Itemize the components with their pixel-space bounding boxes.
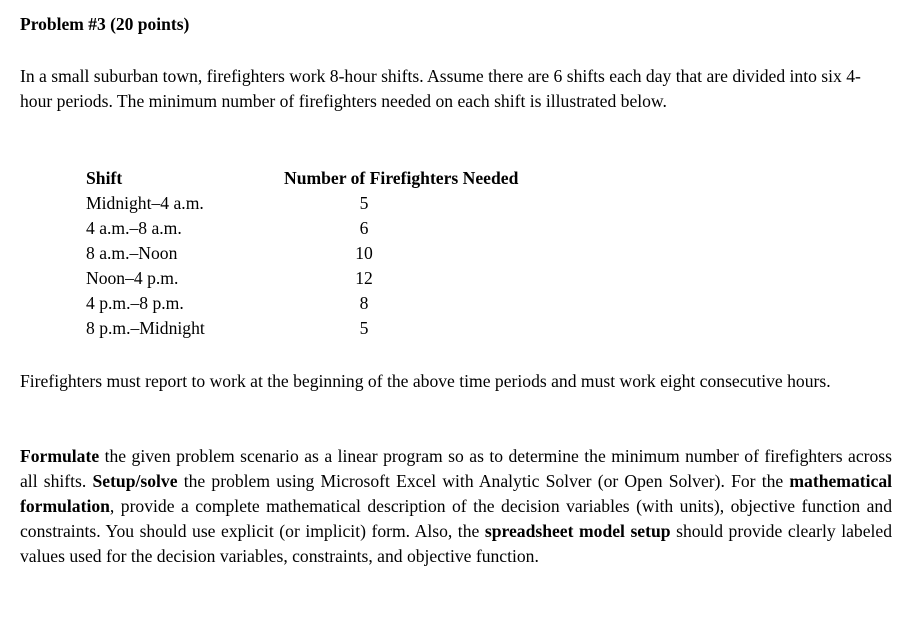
formulate-keyword: Formulate	[20, 446, 100, 466]
needed-cell: 10	[355, 243, 373, 263]
problem-title: Problem #3 (20 points)	[20, 14, 190, 34]
formulate-text-4: should provide clearly labeled values used for the decision variables, constraints, and objective function.	[20, 521, 893, 566]
header-shift: Shift	[86, 168, 123, 188]
formulate-text-2: the problem using Microsoft Excel with Analytic Solver (or Open Solver). For the	[177, 471, 790, 491]
shift-cell: 4 a.m.–8 a.m.	[86, 218, 182, 238]
header-firefighters-needed: Number of Firefighters Needed	[284, 168, 519, 188]
spreadsheet-model-setup-keyword: spreadsheet model setup	[484, 521, 671, 541]
needed-cell: 12	[355, 268, 373, 288]
formulate-paragraph	[20, 444, 892, 569]
shift-cell: 8 a.m.–Noon	[86, 243, 178, 263]
needed-cell: 8	[359, 293, 369, 313]
needed-cell: 5	[359, 318, 369, 338]
setup-solve-keyword: Setup/solve	[92, 471, 178, 491]
shift-cell: Noon–4 p.m.	[86, 268, 179, 288]
formulate-text-3: , provide a complete mathematical description of the decision variables (with units), objective function and constraints. You should use explicit (or implicit) form. Also, the	[20, 496, 892, 541]
report-paragraph: Firefighters must report to work at the beginning of the above time periods and must work eight consecutive hours.	[20, 371, 831, 391]
mathematical-formulation-keyword: mathematical formulation	[20, 471, 893, 516]
shift-cell: 8 p.m.–Midnight	[86, 318, 205, 338]
shift-cell: 4 p.m.–8 p.m.	[86, 293, 184, 313]
intro-paragraph: In a small suburban town, firefighters work 8-hour shifts. Assume there are 6 shifts each day that are divided into six 4-hour periods. The minimum number of firefighters needed on each shift is illustrated below.	[20, 66, 861, 111]
needed-cell: 5	[359, 193, 369, 213]
shift-cell: Midnight–4 a.m.	[86, 193, 204, 213]
needed-cell: 6	[359, 218, 369, 238]
formulate-text-1: the given problem scenario as a linear program so as to determine the minimum number of firefighters across all shifts.	[20, 446, 892, 491]
